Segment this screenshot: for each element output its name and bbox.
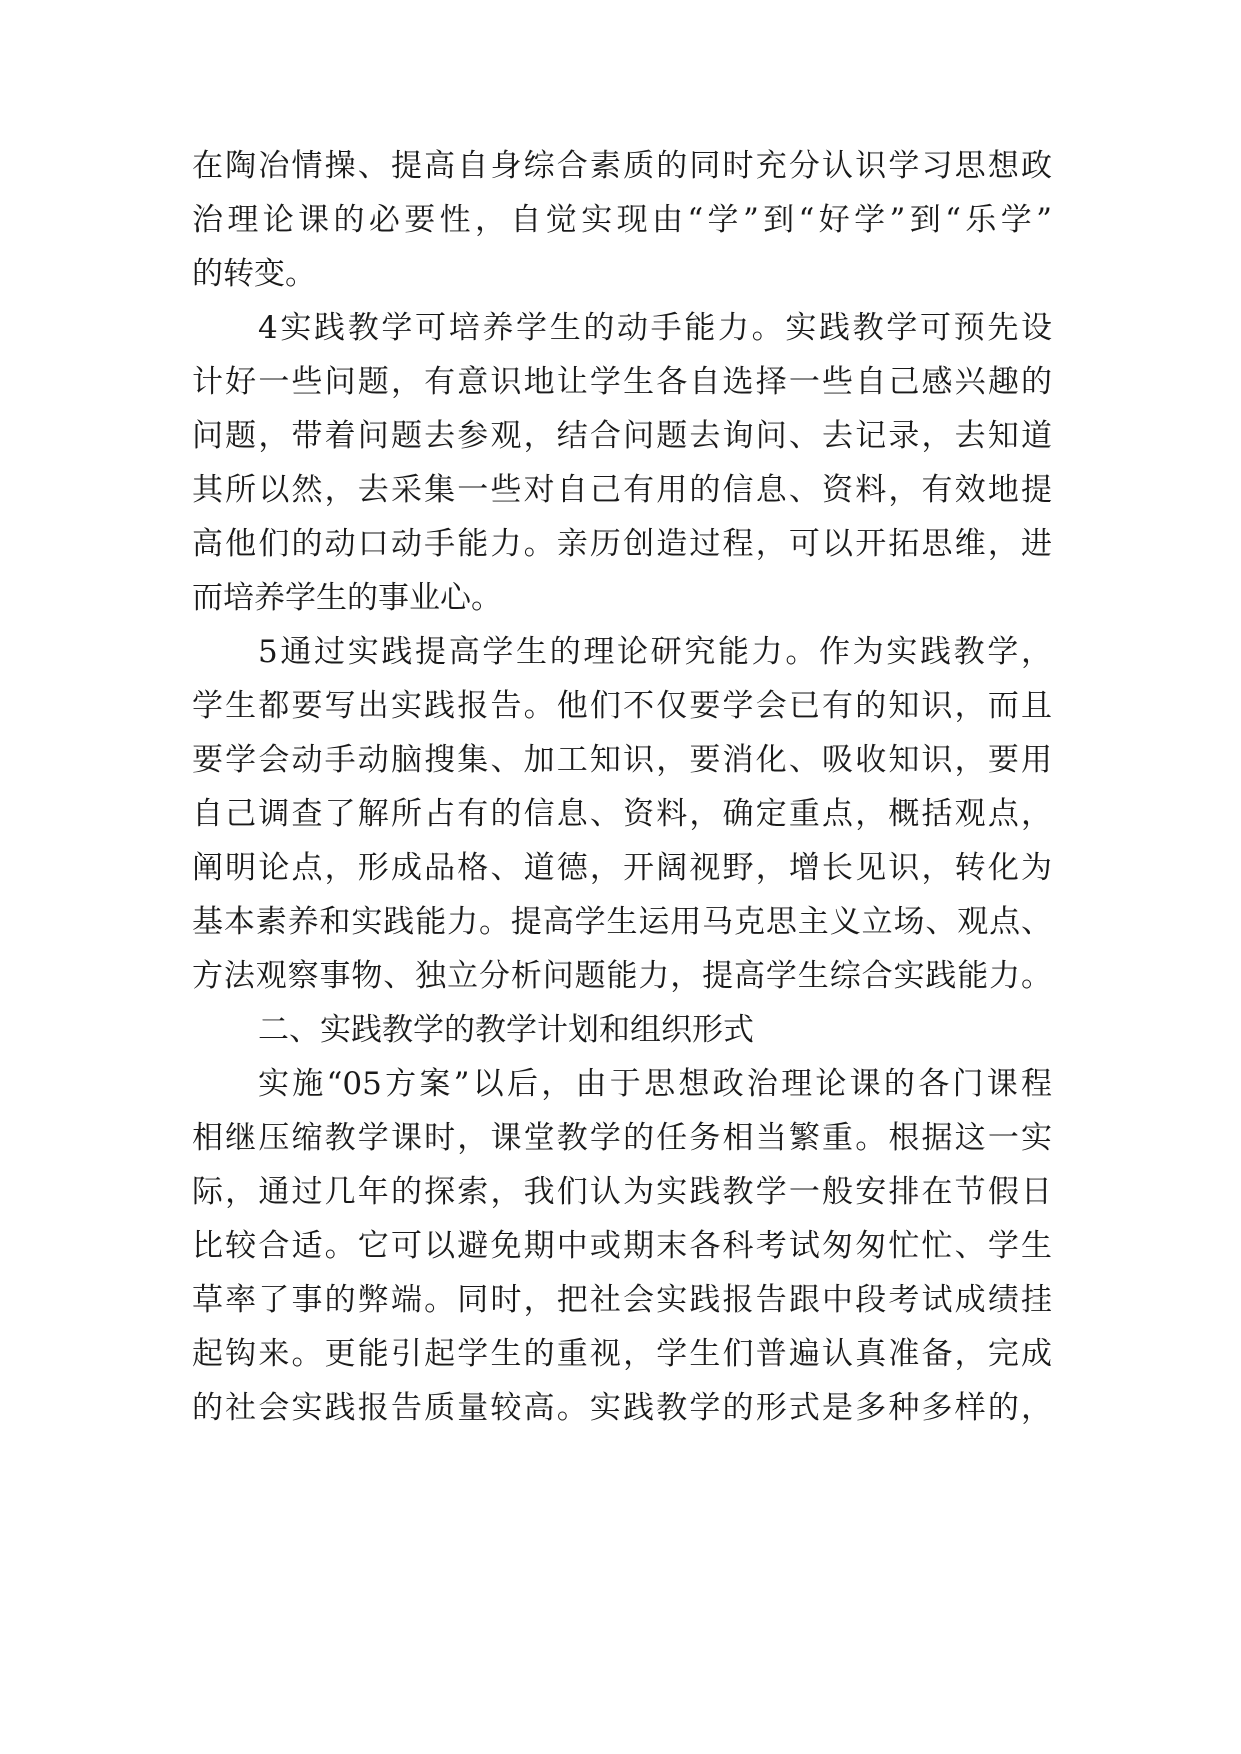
- text-line: 际，通过几年的探索，我们认为实践教学一般安排在节假日: [192, 1174, 1052, 1210]
- text-line: 自己调查了解所占有的信息、资料，确定重点，概括观点，: [192, 796, 1052, 832]
- paragraph-start-line: 4实践教学可培养学生的动手能力。实践教学可预先设: [258, 310, 1052, 346]
- text-line: 起钩来。更能引起学生的重视，学生们普遍认真准备，完成: [192, 1336, 1052, 1372]
- text-line: 其所以然，去采集一些对自己有用的信息、资料，有效地提: [192, 472, 1052, 508]
- paragraph-start-line: 实施“05方案”以后，由于思想政治理论课的各门课程: [258, 1066, 1052, 1102]
- text-line: 问题，带着问题去参观，结合问题去询问、去记录，去知道: [192, 418, 1052, 454]
- text-line: 相继压缩教学课时，课堂教学的任务相当繁重。根据这一实: [192, 1120, 1052, 1156]
- paragraph-start-line: 5通过实践提高学生的理论研究能力。作为实践教学，: [258, 634, 1052, 670]
- section-heading: 二、实践教学的教学计划和组织形式: [258, 1012, 754, 1048]
- text-line: 方法观察事物、独立分析问题能力，提高学生综合实践能力。: [192, 958, 1052, 994]
- text-line: 基本素养和实践能力。提高学生运用马克思主义立场、观点、: [192, 904, 1052, 940]
- text-line: 高他们的动口动手能力。亲历创造过程，可以开拓思维，进: [192, 526, 1052, 562]
- text-line: 的转变。: [192, 256, 316, 292]
- text-line: 比较合适。它可以避免期中或期末各科考试匆匆忙忙、学生: [192, 1228, 1052, 1264]
- text-line: 治理论课的必要性，自觉实现由“学”到“好学”到“乐学”: [192, 202, 1052, 238]
- text-line: 的社会实践报告质量较高。实践教学的形式是多种多样的，: [192, 1390, 1052, 1426]
- text-line: 计好一些问题，有意识地让学生各自选择一些自己感兴趣的: [192, 364, 1052, 400]
- text-line: 在陶冶情操、提高自身综合素质的同时充分认识学习思想政: [192, 148, 1052, 184]
- text-line: 学生都要写出实践报告。他们不仅要学会已有的知识，而且: [192, 688, 1052, 724]
- text-line: 阐明论点，形成品格、道德，开阔视野，增长见识，转化为: [192, 850, 1052, 886]
- text-line: 草率了事的弊端。同时，把社会实践报告跟中段考试成绩挂: [192, 1282, 1052, 1318]
- text-line: 而培养学生的事业心。: [192, 580, 502, 616]
- text-line: 要学会动手动脑搜集、加工知识，要消化、吸收知识，要用: [192, 742, 1052, 778]
